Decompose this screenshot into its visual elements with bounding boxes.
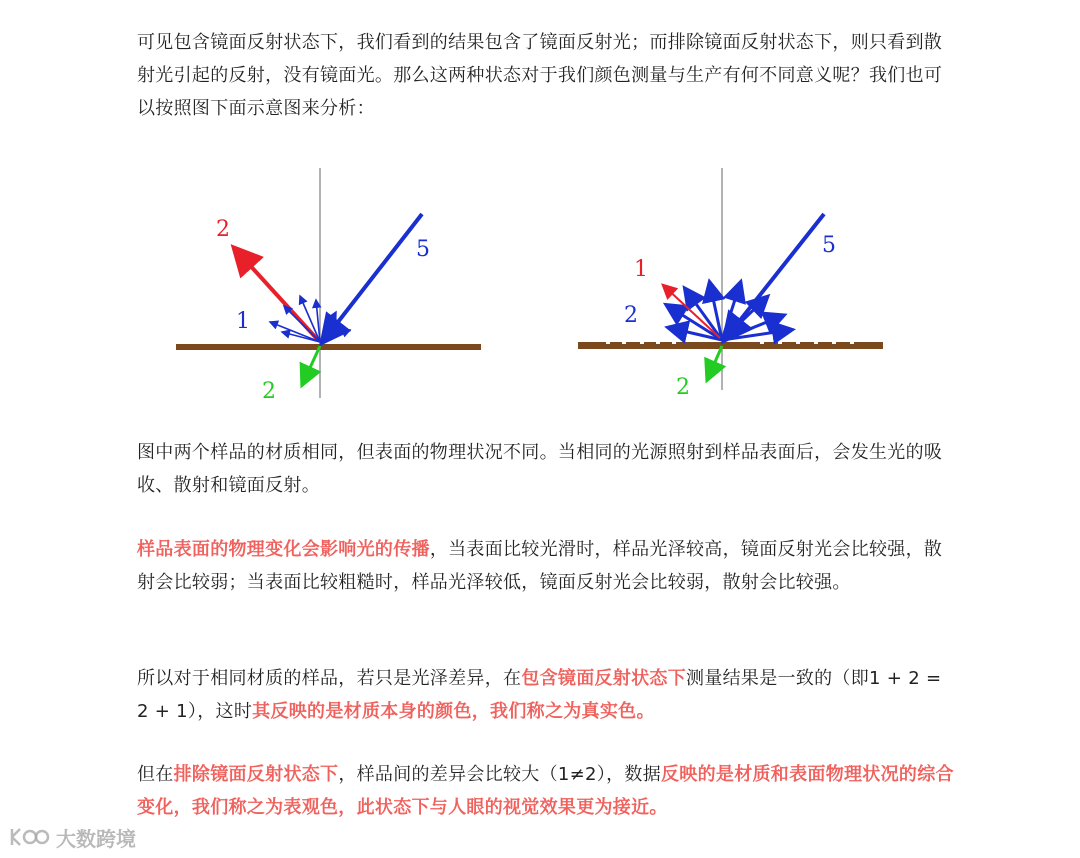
diagram-smooth-surface bbox=[176, 168, 481, 404]
surface-effect-paragraph bbox=[137, 533, 957, 599]
body-text: 所以对于相同材质的样品，若只是光泽差异，在 bbox=[137, 668, 522, 689]
reflection-diagram bbox=[0, 0, 1080, 420]
label-scatter: 1 bbox=[236, 309, 250, 334]
body-text: 测量结果是一致的（即1 + 2 = 2 + 1），这时 bbox=[137, 668, 942, 722]
apparent-color-paragraph bbox=[137, 758, 957, 824]
body-text: 但在 bbox=[137, 764, 174, 785]
smooth-sample-surface bbox=[176, 344, 481, 350]
brand-logo-icon bbox=[8, 825, 50, 849]
body-text: ，当表面比较光滑时，样品光泽较高，镜面反射光会比较强，散射会比较弱；当表面比较粗糙时，样品光泽较低，镜面反射光会比较弱，散射会比较强。 bbox=[137, 539, 943, 593]
transmitted-ray bbox=[303, 346, 320, 383]
label-transmitted: 2 bbox=[262, 379, 276, 404]
label-incident: 5 bbox=[416, 237, 430, 262]
label-incident: 5 bbox=[822, 233, 836, 258]
diagram-rough-surface bbox=[578, 168, 883, 400]
label-specular: 1 bbox=[634, 257, 648, 282]
highlight-text: 样品表面的物理变化会影响光的传播 bbox=[137, 539, 430, 560]
highlight-text: 反映的是材质和表面物理状况的综合变化，我们称之为表观色，此状态下与人眼的视觉效果更为接近。 bbox=[137, 764, 954, 818]
watermark bbox=[8, 822, 136, 852]
scatter-rays bbox=[668, 284, 790, 340]
watermark-text: 大数跨境 bbox=[56, 826, 136, 851]
body-text: ，样品间的差异会比较大（1≠2），数据 bbox=[338, 764, 661, 785]
label-transmitted: 2 bbox=[676, 375, 690, 400]
highlight-text: 其反映的是材质本身的颜色，我们称之为真实色。 bbox=[252, 701, 655, 722]
true-color-paragraph bbox=[137, 662, 957, 728]
incident-ray bbox=[324, 214, 422, 340]
label-specular: 2 bbox=[216, 217, 230, 242]
highlight-text: 包含镜面反射状态下 bbox=[521, 668, 687, 689]
transmitted-ray bbox=[708, 346, 722, 378]
intro-paragraph: 可见包含镜面反射状态下，我们看到的结果包含了镜面反射光；而排除镜面反射状态下，则只看到散射光引起的反射，没有镜面光。那么这两种状态对于我们颜色测量与生产有何不同意义呢？我们也可以按照图下面示意图来分析： bbox=[137, 32, 943, 119]
label-scatter: 2 bbox=[624, 303, 638, 328]
sample-description-paragraph: 图中两个样品的材质相同，但表面的物理状况不同。当相同的光源照射到样品表面后，会发生光的吸收、散射和镜面反射。 bbox=[137, 442, 943, 496]
highlight-text: 排除镜面反射状态下 bbox=[173, 764, 339, 785]
